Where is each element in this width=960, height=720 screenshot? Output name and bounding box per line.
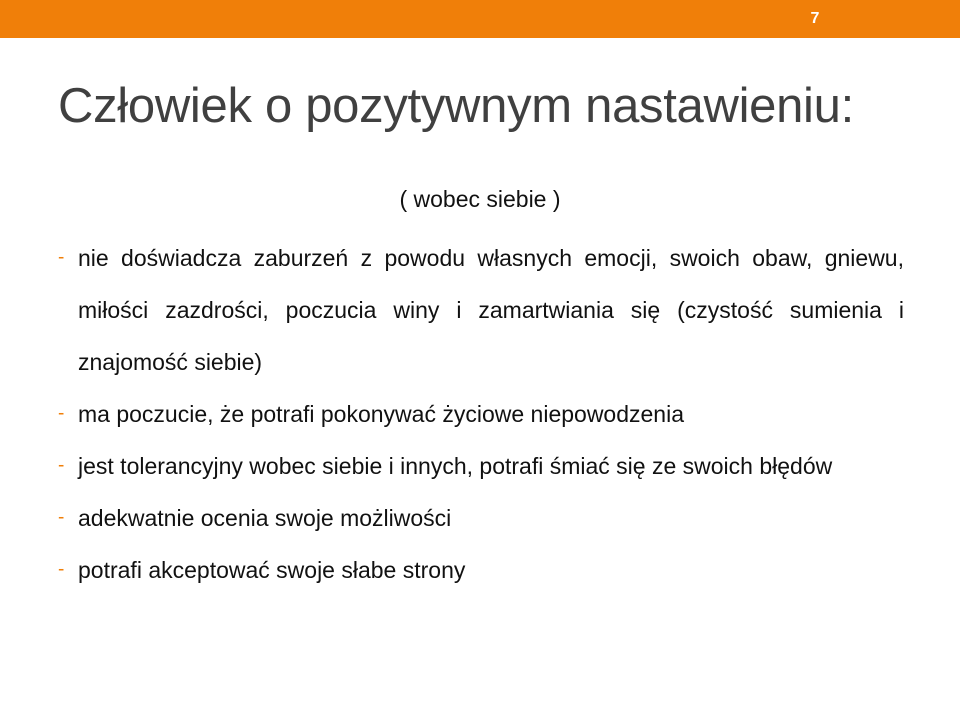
bullet-text: adekwatnie ocenia swoje możliwości [78,505,452,531]
bullet-text: potrafi akceptować swoje słabe strony [78,557,466,583]
bullet-dash-icon: - [58,403,65,424]
bullet-text: jest tolerancyjny wobec siebie i innych, potrafi śmiać się ze swoich błędów [78,453,833,479]
bullet-text: nie doświadcza zaburzeń z powodu własnych emocji, swoich obaw, gniewu, miłości zazdrości, poczucia winy i zamartwiania się (czystość sumienia i znajomość siebie) [78,245,904,375]
top-accent-bar [0,0,960,38]
bullet-item [58,232,904,388]
bullet-item [58,492,904,544]
bullet-list [58,232,904,596]
slide-title: Człowiek o pozytywnym nastawieniu: [58,79,854,133]
slide-subtitle: ( wobec siebie ) [399,186,561,212]
bullet-item [58,440,904,492]
bullet-dash-icon: - [58,559,65,580]
bullet-item [58,388,904,440]
bullet-dash-icon: - [58,247,65,268]
bullet-text: ma poczucie, że potrafi pokonywać życiowe niepowodzenia [78,401,684,427]
bullet-dash-icon: - [58,507,65,528]
slide-number: 7 [810,10,820,27]
bullet-item [58,544,904,596]
bullet-dash-icon: - [58,455,65,476]
